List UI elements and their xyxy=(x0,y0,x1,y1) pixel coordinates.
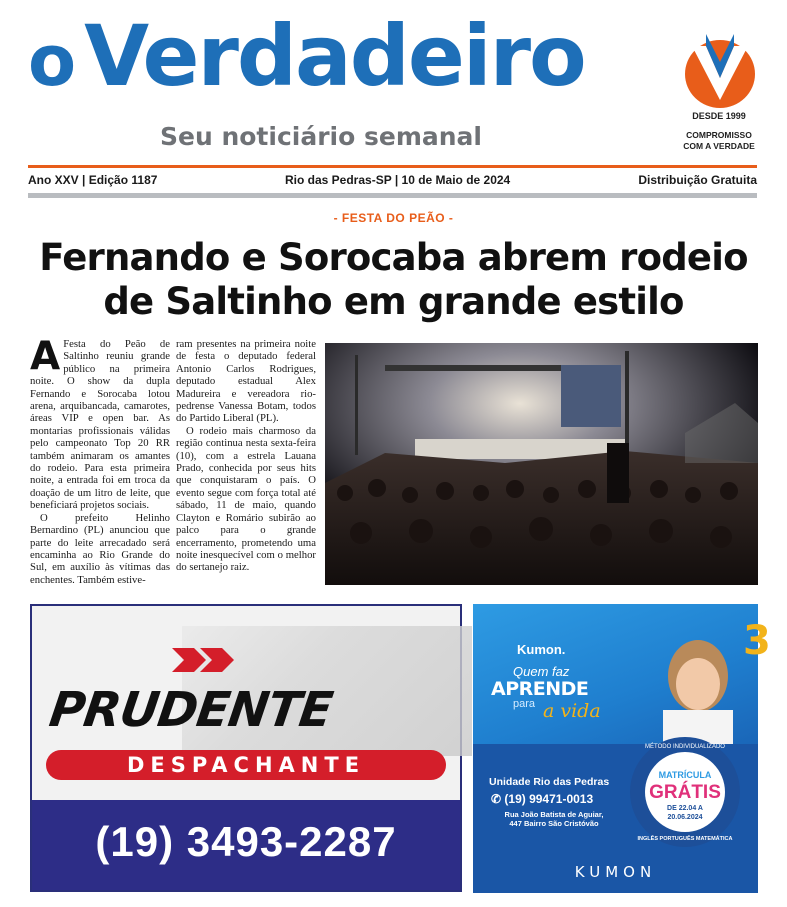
girl-studying-photo xyxy=(603,614,771,744)
since-label: DESDE 1999 xyxy=(692,111,746,121)
drop-cap: A xyxy=(30,334,61,379)
enrollment-badge xyxy=(629,736,741,848)
article-paragraph: A Festa do Peão de Saltinho reuniu grande público na primeira noite. O show da dupla Fernando e Sorocaba lotou arena, arquibancada, camarotes, áreas VIP e open bar. As montarias profissionais válidas pelo campeonato Top 20 RR também animaram os amantes do rodeio. Para esta primeira noite, a entrada foi em troca da doação de um litro de leite, que beneficiará projetos sociais. xyxy=(30,334,170,512)
article-headline: Fernando e Sorocaba abrem rodeio de Saltinho em grande estilo xyxy=(39,236,748,323)
prudente-phone[interactable]: (19) 3493-2287 xyxy=(95,818,397,865)
brand-v-logo-icon xyxy=(684,30,756,110)
edition-number: Ano XXV | Edição 1187 xyxy=(28,173,158,187)
kumon-phone-number: (19) 99471-0013 xyxy=(504,792,594,806)
kumon-unit: Unidade Rio das Pedras xyxy=(489,776,610,788)
gray-divider xyxy=(28,193,757,198)
prudente-despachante-ad[interactable] xyxy=(30,604,462,892)
badge-dates-2: 20.06.2024 xyxy=(667,814,703,821)
badge-matricula: MATRÍCULA xyxy=(658,770,712,780)
kumon-headline: APRENDE xyxy=(491,678,589,700)
kumon-address xyxy=(489,810,619,829)
kumon-brand: Kumon. xyxy=(517,642,566,657)
badge-subjects: INGLÊS PORTUGUÊS MATEMÁTICA xyxy=(637,836,733,842)
kumon-para: para xyxy=(513,698,536,710)
edition-info-bar xyxy=(28,173,757,191)
article-paragraph: O prefeito Helinho Bernardino (PL) anunciou que parte do leite arrecadado será encaminha ao Rio Grande do Sul, em auxílio às vítimas das enchentes. Também estive- xyxy=(30,511,170,586)
distribution-note: Distribuição Gratuita xyxy=(638,173,757,187)
kumon-phone[interactable] xyxy=(491,792,593,806)
article-kicker: - FESTA DO PEÃO - xyxy=(333,211,454,225)
commitment-line-1: COMPROMISSO xyxy=(686,130,752,140)
newspaper-tagline: Seu noticiário semanal xyxy=(160,122,482,151)
article-paragraph: O rodeio mais charmoso da região continua nesta sexta-feira (10), com a estrela Lauana Prado, conhecida por seus hits que conquistaram o país. O evento segue com força total até sábado, 11 de maio, quando Clayton e Romário subirão ao palco para o grande encerramento, prometendo uma noite inesquecível com o melhor do sertanejo raiz. xyxy=(176,424,316,574)
despachante-label: DESPACHANTE xyxy=(46,750,446,780)
article-paragraph: ram presentes na primeira noite de festa o deputado federal Antonio Carlos Rodrigues, deputado estadual Alex Madureira e vereadora rio-pedrense Vanessa Botam, todos do Partido Liberal (PL). xyxy=(176,338,316,425)
badge-dates-1: DE 22.04 A xyxy=(667,805,703,812)
address-line-1: Rua João Batista de Aguiar, xyxy=(504,810,604,819)
article-column-2 xyxy=(176,338,316,588)
masthead xyxy=(0,0,787,165)
orange-divider xyxy=(28,165,757,168)
commitment-label xyxy=(664,130,774,152)
article-column-1 xyxy=(30,334,170,588)
title-word: Verdadeiro xyxy=(84,7,585,105)
newspaper-title xyxy=(28,7,585,105)
kumon-vida: a vida xyxy=(543,700,601,722)
whatsapp-icon: ✆ xyxy=(491,792,502,806)
commitment-line-2: COM A VERDADE xyxy=(683,141,755,152)
prudente-logo: PRUDENTE xyxy=(46,682,336,738)
address-line-2: 447 Bairro São Cristóvão xyxy=(509,819,599,829)
svg-text:3: 3 xyxy=(743,618,771,664)
edition-place-date: Rio das Pedras-SP | 10 de Maio de 2024 xyxy=(285,173,511,187)
kumon-logo: KUMON xyxy=(574,863,657,881)
title-article-word: o xyxy=(28,20,75,102)
rodeo-concert-photo xyxy=(325,343,758,585)
kumon-ad[interactable] xyxy=(473,604,771,893)
badge-gratis: GRÁTIS xyxy=(649,782,721,803)
red-arrow-stripes-icon xyxy=(172,648,242,672)
badge-top-text: MÉTODO INDIVIDUALIZADO xyxy=(645,744,725,750)
kumon-question: Quem faz xyxy=(513,664,570,679)
